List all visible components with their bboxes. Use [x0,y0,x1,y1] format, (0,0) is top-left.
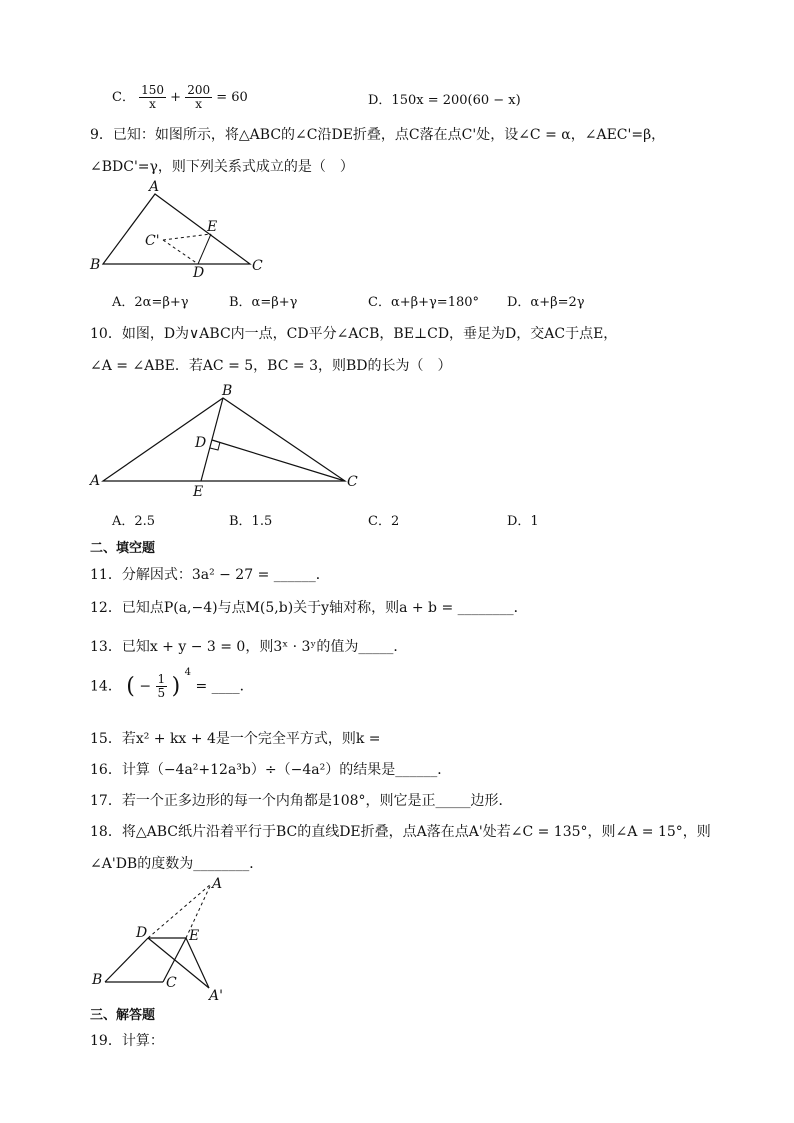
q18-label-a: A [212,876,223,892]
q14-left-paren: ( [126,674,135,699]
q11: 11．分解因式：3a² − 27 = ______． [90,567,330,583]
q9-label-b: B [90,257,101,273]
q9-option-b: B．α=β+γ [229,295,298,310]
q8-frac2-num: 200 [187,83,211,97]
q18-label-e: E [189,928,200,944]
q14-suffix: = ____． [195,678,254,695]
q8-fraction-2 [185,84,212,111]
q9-triangle-abc [103,194,250,264]
q14-frac-den: 5 [157,686,166,700]
q10-segment-cd [212,440,345,481]
q9-label-d: D [193,265,205,278]
q10-triangle-figure [85,378,365,500]
q19: 19．计算： [90,1033,164,1049]
q10-label-c: C [347,474,358,490]
q10-option-d: D．1 [507,514,539,529]
q8-frac1-den: x [149,97,156,111]
q13: 13．已知x + y − 3 = 0，则3ˣ · 3ʸ的值为_____． [90,639,408,655]
q9-label-c: C [252,258,263,274]
q14-prefix: 14． [90,678,122,695]
q14-right-paren: ) [171,674,181,699]
q9-dashed-c-prime-d [163,240,198,264]
q9-label-a: A [149,179,160,195]
q15: 15．若x² + kx + 4是一个完全平方式，则k = [90,731,381,747]
q9-fold-line-de [198,234,211,264]
q18-label-b: B [92,972,103,988]
q9-label-e: E [207,219,218,235]
q18-label-d: D [136,925,148,941]
q10-label-b: B [222,383,233,399]
q14 [90,666,254,700]
q14-minus: − [139,678,152,695]
q18-fold-figure [85,874,245,1004]
q9-triangle-figure [85,178,275,278]
q10-option-b: B．1.5 [229,514,273,529]
q18-segment-da-prime [148,938,209,988]
q14-exponent: 4 [184,666,192,678]
q18-segment-bd [105,938,148,982]
q10-label-e: E [193,484,204,500]
q10-label-a: A [90,473,101,489]
q12: 12．已知点P(a,−4)与点M(5,b)关于y轴对称，则a + b = ________． [90,600,528,616]
q16: 16．计算（−4a²+12a³b）÷（−4a²）的结果是______． [90,762,452,778]
q10-option-a: A．2.5 [112,514,156,529]
q9-label-c-prime: C' [145,233,160,249]
q18-segment-ea-prime [186,938,209,988]
q14-frac-num: 1 [157,672,166,686]
q8-frac2-den: x [195,97,203,111]
plus-sign: + [170,90,182,105]
q9-option-a: A．2α=β+γ [112,295,189,310]
q18-label-a-prime: A' [209,988,223,1004]
q9-stem-line1: 9．已知：如图所示，将△ABC的∠C沿DE折叠，点C落在点C'处，设∠C = α，∠AEC'=β， [90,127,666,143]
q10-stem-line1: 10．如图，D为∨ABC内一点，CD平分∠ACB，BE⊥CD，垂足为D，交AC于点E， [90,326,618,342]
section-fill-in-heading: 二、填空题 [90,541,156,556]
q10-stem-line2: ∠A = ∠ABE．若AC = 5，BC = 3，则BD的长为（ ） [90,358,452,374]
q8-option-c [112,84,248,111]
q18-stem-line1: 18．将△ABC纸片沿着平行于BC的直线DE折叠，点A落在点A'处若∠C = 135°，则∠A = 15°，则 [90,824,711,840]
q8-option-d: D．150x = 200(60 − x) [368,93,521,108]
q9-option-c: C．α+β+γ=180° [368,295,480,310]
q8-option-c-letter: C． [112,90,135,105]
q10-label-d: D [195,435,207,451]
q17: 17．若一个正多边形的每一个内角都是108°，则它是正_____边形． [90,793,513,809]
q10-triangle-abc [103,398,345,481]
q18-label-c: C [166,975,177,991]
q14-fraction [156,673,168,700]
q10-option-c: C．2 [368,514,400,529]
q9-option-d: D．α+β=2γ [507,295,585,310]
q9-dashed-c-prime-e [163,234,211,240]
q8-option-c-rhs: = 60 [216,90,248,105]
q9-stem-line2: ∠BDC'=γ，则下列关系式成立的是（ ） [90,159,354,175]
section-solve-heading: 三、解答题 [90,1008,156,1023]
q8-fraction-1 [139,84,166,111]
q18-stem-line2: ∠A'DB的度数为________． [90,856,264,872]
q8-frac1-num: 150 [141,83,164,97]
q18-dashed-da [148,884,211,938]
